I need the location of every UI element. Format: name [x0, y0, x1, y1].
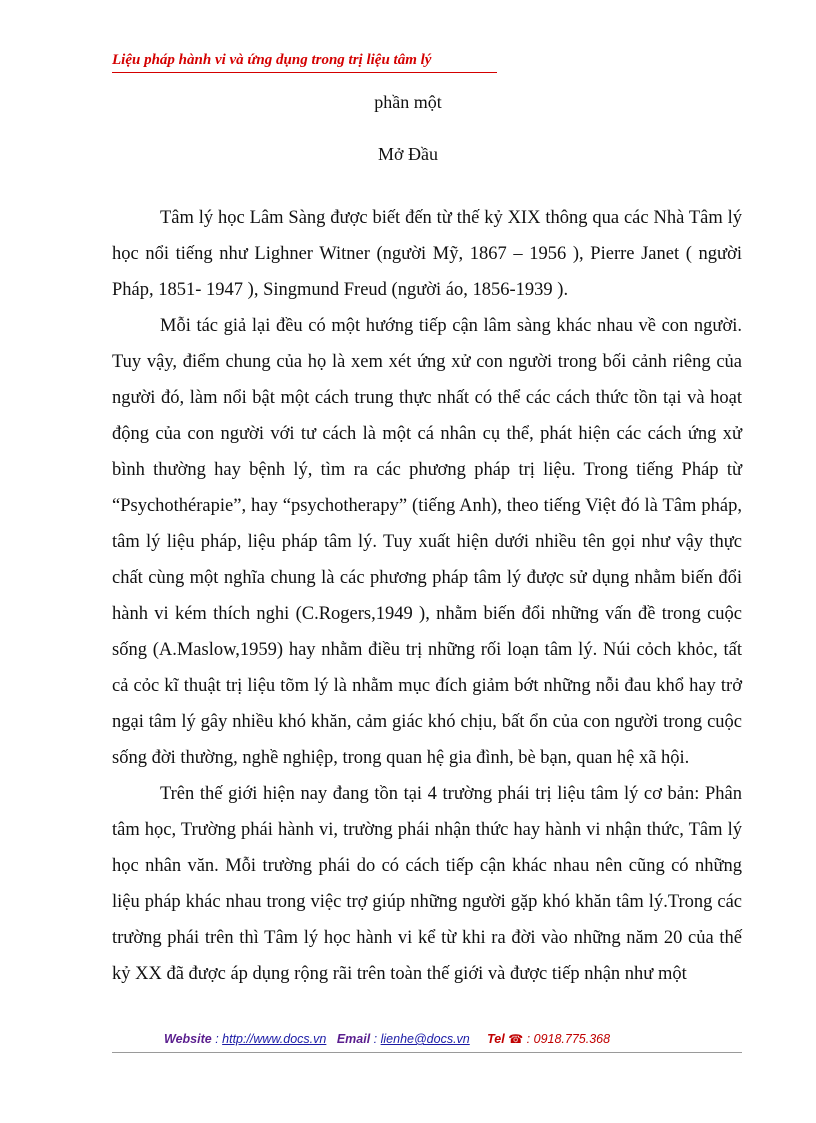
email-link[interactable]: lienhe@docs.vn — [380, 1032, 470, 1046]
tel-label: Tel — [487, 1032, 505, 1046]
paragraph: Tâm lý học Lâm Sàng được biết đến từ thế kỷ XIX thông qua các Nhà Tâm lý học nổi tiếng như Lighner Witner (người Mỹ, 1867 – 1956 ), Pierre Janet ( người Pháp, 1851- 1947 ), Singmund Freud (người áo, 1856-1939 ). — [112, 208, 742, 300]
running-header: Liệu pháp hành vi và ứng dụng trong trị liệu tâm lý — [112, 52, 432, 68]
paragraph: Mỗi tác giả lại đều có một hướng tiếp cận lâm sàng khác nhau về con người. Tuy vậy, điểm chung của họ là xem xét ứng xử con người trong bối cảnh riêng của người đó, làm nổi bật một cách trung thực nhất có thể các cách thức tồn tại và hoạt động của con người với tư cách là một cá nhân cụ thể, phát hiện các cách ứng xử bình thường hay bệnh lý, tìm ra các phương pháp trị liệu. Trong tiếng Pháp từ “Psychothérapie”, hay “psychotherapy” (tiếng Anh), theo tiếng Việt đó là Tâm pháp, tâm lý liệu pháp, liệu pháp tâm lý. Tuy xuất hiện dưới nhiều tên gọi như vậy thực chất cùng một nghĩa chung là các phương pháp tâm lý được sử dụng nhằm biến đổi hành vi kém thích nghi (C.Rogers,1949 ), nhằm biến đổi những vấn đề trong cuộc sống (A.Maslow,1959) hay nhằm điều trị những rối loạn tâm lý. Núi cỏch khỏc, tất cả cỏc kĩ thuật trị liệu tõm lý là nhằm mục đích giảm bớt những nỗi đau khổ hay trở ngại tâm lý gây nhiều khó khăn, cảm giác khó chịu, bất ổn của con người trong cuộc sống đời thường, nghề nghiệp, trong quan hệ gia đình, bè bạn, quan hệ xã hội. — [112, 316, 742, 768]
body-text — [112, 200, 742, 992]
website-link[interactable]: http://www.docs.vn — [222, 1032, 327, 1046]
section-title: Mở Đầu — [377, 144, 438, 164]
telephone-icon: ☎ — [508, 1032, 524, 1046]
page-footer: Website : http://www.docs.vn Email : lienhe@docs.vn Tel ☎ : 0918.775.368 — [164, 1032, 611, 1046]
paragraph: Trên thế giới hiện nay đang tồn tại 4 trường phái trị liệu tâm lý cơ bản: Phân tâm học, Trường phái hành vi, trường phái nhận thức hay hành vi nhận thức, Tâm lý học nhân văn. Mỗi trường phái do có cách tiếp cận khác nhau nên cũng có những liệu pháp khác nhau trong việc trợ giúp những người gặp khó khăn tâm lý.Trong các trường phái trên thì Tâm lý học hành vi kể từ khi ra đời vào những năm 20 của thế kỷ XX đã được áp dụng rộng rãi trên toàn thế giới và được tiếp nhận như một — [112, 784, 742, 984]
header-underline — [112, 72, 497, 73]
footer-divider — [112, 1052, 742, 1053]
part-title: phần một — [374, 92, 442, 112]
email-label: Email — [336, 1032, 371, 1046]
website-label: Website — [164, 1032, 212, 1046]
tel-number: 0918.775.368 — [533, 1032, 611, 1046]
